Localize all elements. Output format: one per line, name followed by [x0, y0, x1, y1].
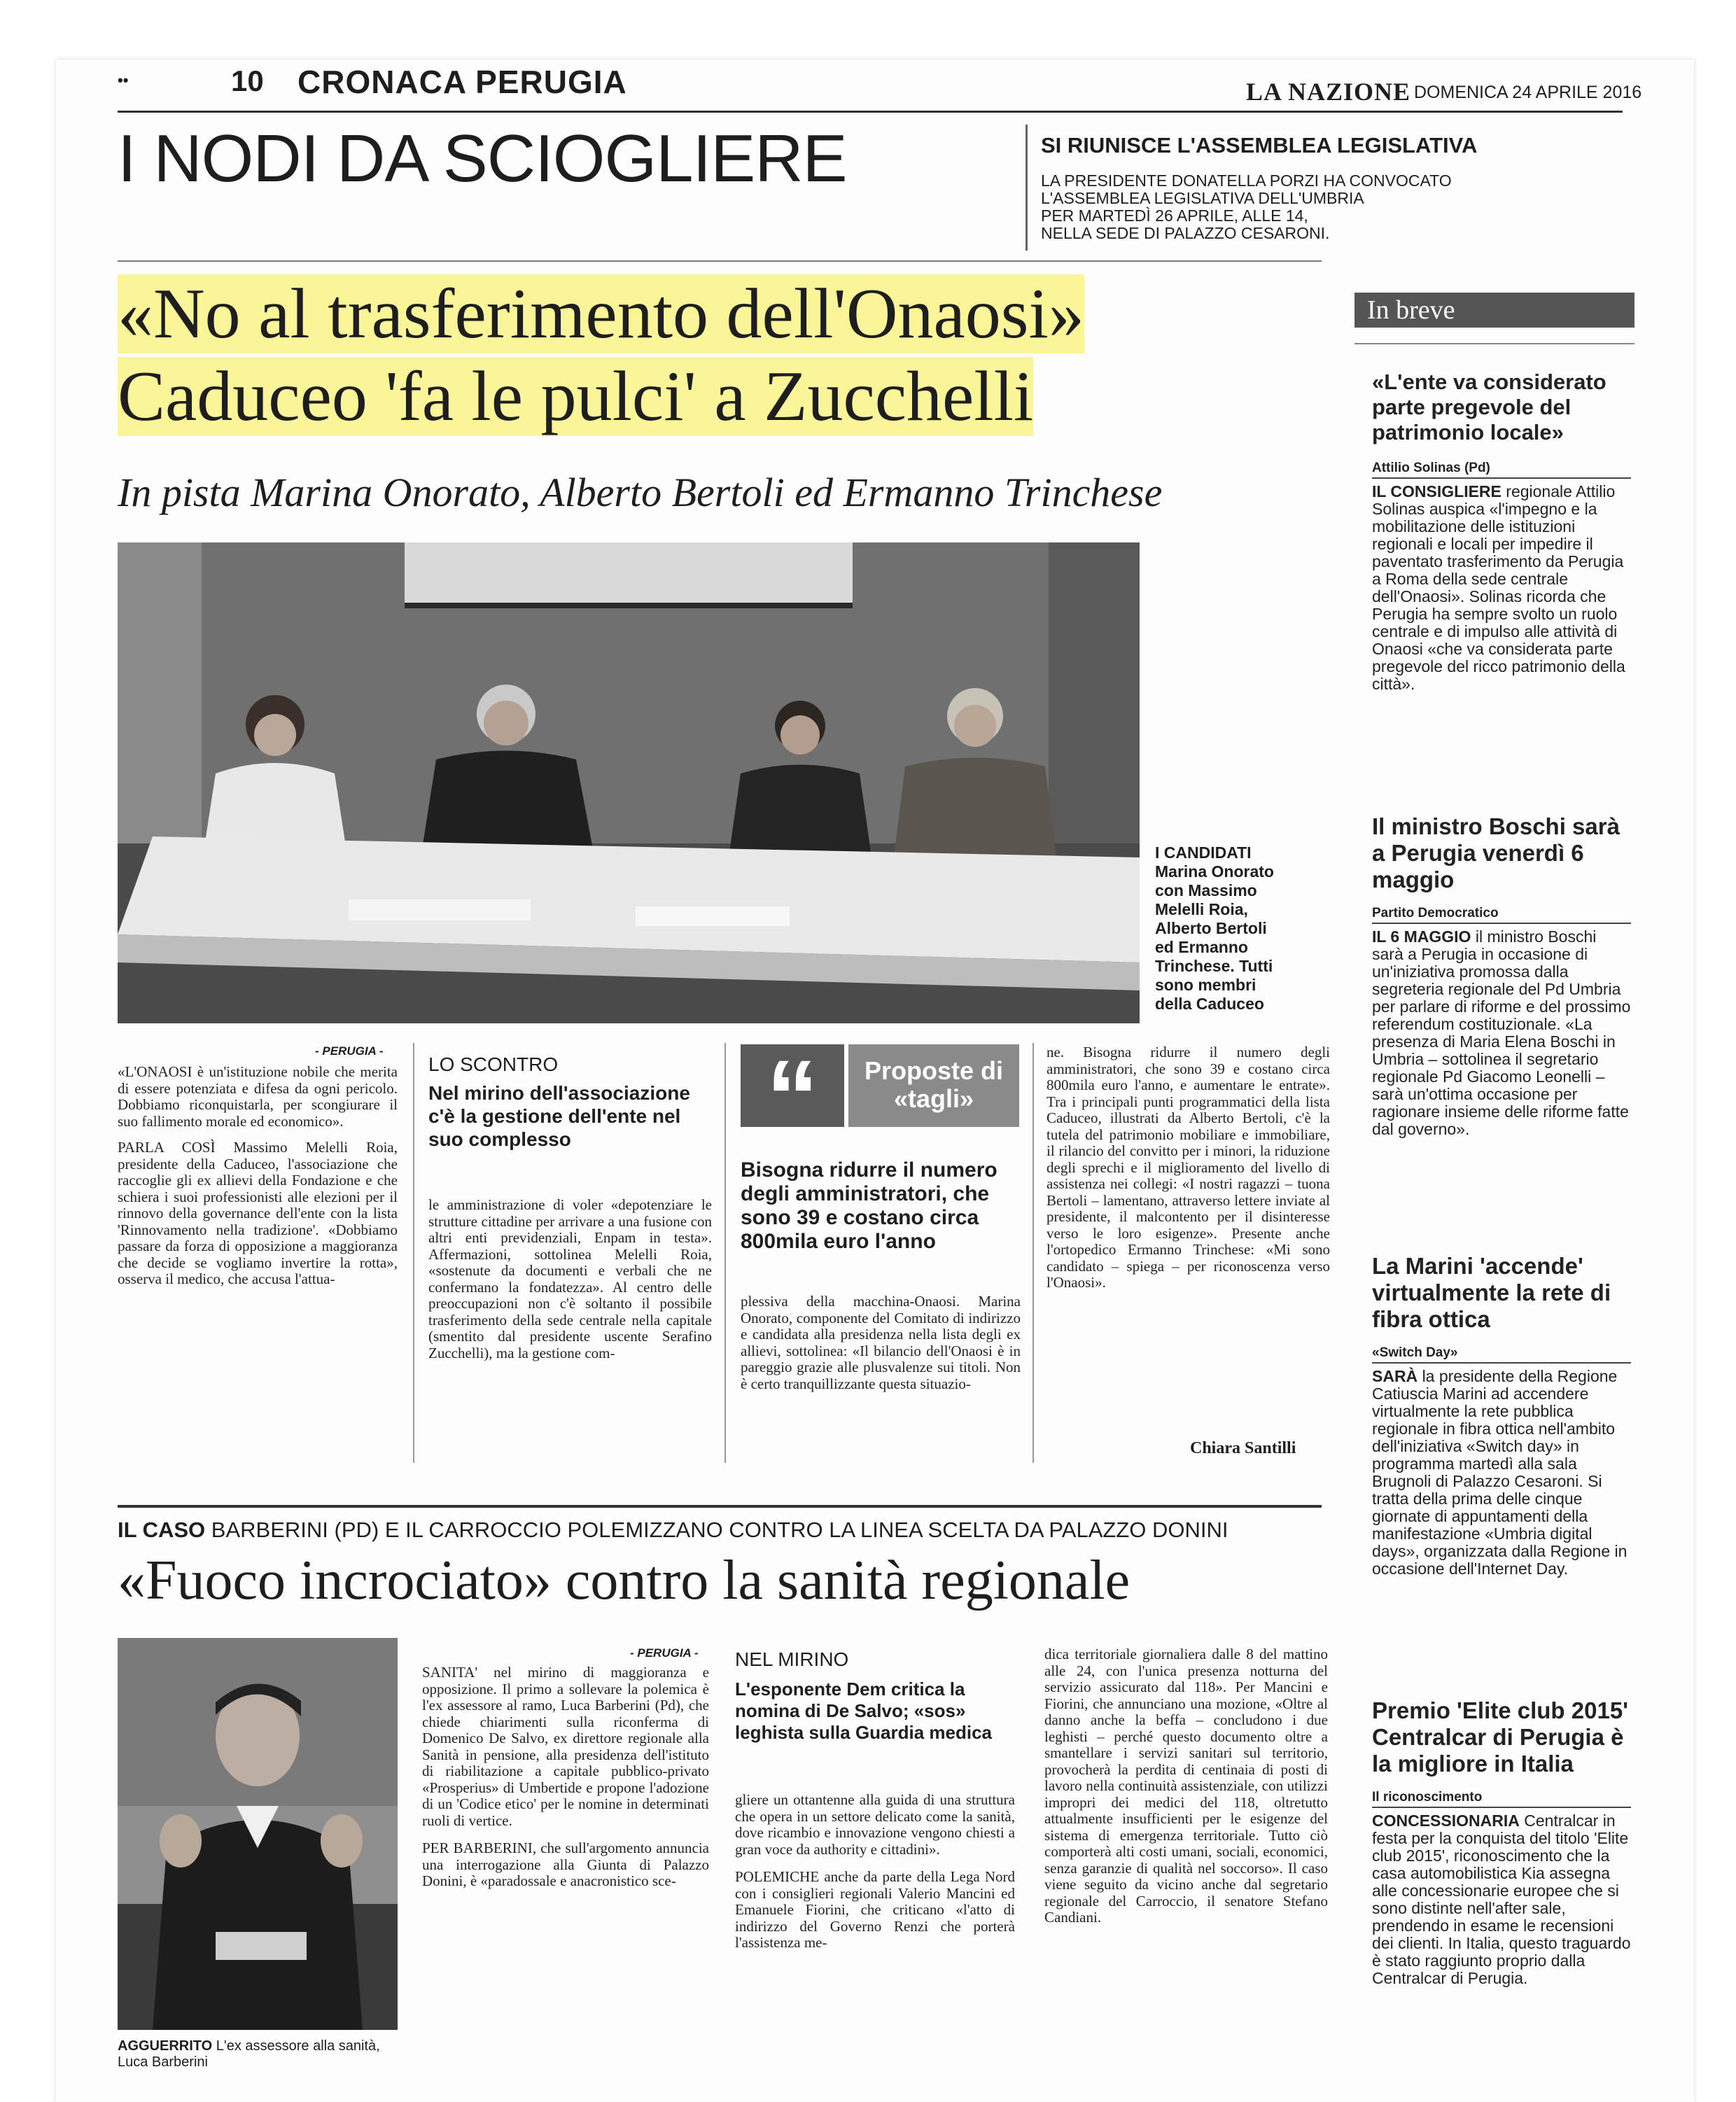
quote-icon-box: [741, 1044, 844, 1127]
barberini-caption: [118, 2038, 412, 2071]
main-col-4: [1046, 1044, 1330, 1298]
main-col-1-p2: PARLA COSÌ Massimo Melelli Roia, presidente della Caduceo, l'associazione che raccoglie gli ex allievi della Fondazione e che schiera i suoi professionisti alle elezioni per il rinnovo della governance dell'ente con la lista 'Rinnovamento nella tradizione'. «Dobbiamo passare da forza di opposizione a maggioranza che decide se vogliamo invertire la rotta», osserva il medico, che accusa l'attua-: [118, 1139, 398, 1287]
brief-item-3: [1372, 1253, 1631, 1578]
second-col-1-p2: PER BARBERINI, che sull'argomento annuncia una interrogazione alla Giunta di Palazzo Donini, è «paradossale e anacronistico sce-: [422, 1840, 709, 1889]
sidebar-top-rule: [1354, 343, 1634, 344]
barberini-caption-text: L'ex assessore alla sanità, Luca Barberini: [118, 2038, 380, 2070]
second-col-2-p1: gliere un ottantenne alla guida di una struttura che opera in un settore delicato come la sanità, dove ricambio e innovazione vengono chiesti a gran voce da authority e cittadini».: [735, 1791, 1015, 1858]
caption-line: Marina Onorato: [1155, 862, 1274, 881]
barberini-photo-drawing: [118, 1638, 398, 2030]
brief-text: la presidente della Regione Catiuscia Marini ad accendere virtualmente la rete pubblica regionale in fibra ottica nell'ambito dell'iniziativa «Switch day» in programma martedì alla sala Brugnoli di Palazzo Cesaroni. Si tratta della prima delle cinque giornate di appuntamenti della manifestazione «Umbria digital days», organizzata dalla Regione in occasione dell'Internet Day.: [1372, 1367, 1628, 1578]
main-col-1: [118, 1064, 398, 1295]
second-col-2-p2: POLEMICHE anche da parte della Lega Nord con i consiglieri regionali Valerio Mancini ed Emanuele Fiorini, che criticano «l'atto di indirizzo del Governo Renzi che porterà l'assistenza me-: [735, 1868, 1015, 1951]
kicker-divider: [1026, 125, 1028, 251]
assembly-line: L'ASSEMBLEA LEGISLATIVA DELL'UMBRIA: [1041, 189, 1364, 207]
brief-text: regionale Attilio Solinas auspica «l'impegno e la mobilitazione delle istituzioni regionali e locali per impedire il paventato trasferimento da Perugia a Roma della sede centrale dell'Onaosi». Solinas ricorda che Perugia ha sempre svolto un ruolo centrale e di impulso alle attività di Onaosi «che va considerata parte pregevole del ricco patrimonio della città».: [1372, 482, 1625, 693]
section-title: CRONACA PERUGIA: [298, 64, 627, 100]
barberini-caption-bold: AGGUERRITO: [118, 2038, 213, 2054]
main-col-1-p1: «L'ONAOSI è un'istituzione nobile che merita di essere potenziata e difesa da ogni pericolo. Dobbiamo riconquistarla, per scongiurare il suo fallimento morale ed economico».: [118, 1063, 398, 1130]
second-kicker: [118, 1518, 1228, 1543]
col-divider: [1032, 1043, 1034, 1463]
pull-quote: Bisogna ridurre il numero degli amministratori, che sono 39 e costano circa 800mila euro l'anno: [741, 1158, 997, 1253]
brief-headline: La Marini 'accende' virtualmente la rete di fibra ottica: [1372, 1253, 1611, 1332]
main-headline-2-text: Caduceo 'fa le pulci' a Zucchelli: [118, 357, 1034, 436]
brief-body: [1372, 1812, 1631, 1987]
col-divider: [413, 1043, 414, 1463]
brief-body: [1372, 483, 1631, 693]
brief-headline: Premio 'Elite club 2015' Centralcar di Perugia è la migliore in Italia: [1372, 1697, 1629, 1777]
brief-tag: «Switch Day»: [1372, 1345, 1631, 1364]
main-headline-2: [118, 357, 1033, 437]
brief-tag: Il riconoscimento: [1372, 1790, 1631, 1808]
assembly-line: NELLA SEDE DI PALAZZO CESARONI.: [1041, 224, 1330, 242]
header-dots: ••: [118, 71, 129, 89]
mirino-box-text: L'esponente Dem critica la nomina di De Salvo; «sos» leghista sulla Guardia medica: [735, 1679, 993, 1743]
second-col-1: [422, 1665, 709, 1897]
main-col-3-text: plessiva della macchina-Onaosi. Marina Onorato, componente del Comitato di indirizzo e candidata alla presidenza nella lista degli ex allievi, sottolinea: «Il bilancio dell'Onaosi è in pareggio grazie alle plusvalenze sui titoli. Non è certo tranquillizzante questa situazio-: [741, 1293, 1021, 1392]
brief-tag: Partito Democratico: [1372, 906, 1631, 924]
assembly-line: LA PRESIDENTE DONATELLA PORZI HA CONVOCATO: [1041, 171, 1452, 190]
second-kicker-text: BARBERINI (PD) E IL CARROCCIO POLEMIZZANO CONTRO LA LINEA SCELTA DA PALAZZO DONINI: [211, 1518, 1228, 1542]
main-col-4-text: ne. Bisogna ridurre il numero degli amministratori, che sono 39 e costano circa 800mila euro l'anno, e aumentare le entrate». Tra i principali punti programmatici della lista Caduceo, illustrati da Alberto Bertoli, c'è la tutela del patrimonio mobiliare e immobiliare, il rilancio del convitto per i minori, la riduzione degli sprechi e il miglioramento del livello di assistenza nei collegi: «I nostri ragazzi – tuona Bertoli – lamentano, attraverso lettere inviate al presidente, il malcontento per il disinteresse verso le loro esigenze». Presente anche l'ortopedico Ermanno Trinchese: «Mi sono candidato – spiega – per riconoscenza verso l'Onaosi».: [1046, 1044, 1330, 1291]
main-subhead: In pista Marina Onorato, Alberto Bertoli ed Ermanno Trinchese: [118, 470, 1163, 515]
brief-tag: Attilio Solinas (Pd): [1372, 461, 1631, 479]
second-headline: «Fuoco incrociato» contro la sanità regionale: [118, 1550, 1130, 1611]
col-divider: [724, 1043, 726, 1463]
quote-icon: “: [766, 1044, 819, 1127]
sidebar-header: [1354, 293, 1634, 328]
caption-line: con Massimo: [1155, 881, 1257, 899]
second-col-3-text: dica territoriale giornaliera dalle 8 del mattino alle 24, con l'unica presenza notturna del servizio assicurato dal 118». Per Mancini e Fiorini, che annunciano una mozione, «Oltre al danno anche la beffa – concludono i due leghisti – perché questo documento oltre a smantellare i servizi sanitari sul territorio, provocherà la perdita di centinaia di posti di lavoro nella continuità assistenziale, con utilizzi impropri dei medici del 118, oltretutto attualmente insufficienti per le esigenze del sistema di emergenza territoriale. Tutto ciò comporterà alti costi umani, sociali, economici, senza garanzie di qualità nel soccorso». Il caso viene seguito da vicino anche dal segretario regionale del Carroccio, il senatore Stefano Candiani.: [1044, 1646, 1328, 1926]
brief-lead: SARÀ: [1372, 1367, 1418, 1385]
caption-line: sono membri: [1155, 976, 1256, 994]
brief-item-1: [1372, 370, 1631, 693]
brief-item-2: [1372, 813, 1631, 1138]
brief-body: [1372, 928, 1631, 1138]
main-col-2: [428, 1197, 712, 1368]
brief-text: il ministro Boschi sarà a Perugia in occasione di un'iniziativa promossa dalla segreteria regionale del Pd Umbria per parlare di riforme e del prossimo referendum costituzionale. «La presenza di Maria Elena Boschi in Umbria – sottolinea il segretario regionale Pd Giacomo Leonelli – sarà un'ottima occasione per ragionare insieme delle riforme fatte dal governo».: [1372, 927, 1631, 1138]
brief-headline: Il ministro Boschi sarà a Perugia venerdì 6 maggio: [1372, 813, 1620, 892]
main-byline: Chiara Santilli: [1190, 1439, 1296, 1457]
brief-lead: IL CONSIGLIERE: [1372, 482, 1502, 500]
brief-lead: IL 6 MAGGIO: [1372, 927, 1471, 946]
brief-item-4: [1372, 1697, 1631, 1987]
second-col-1-p1: SANITA' nel mirino di maggioranza e opposizione. Il primo a sollevare la polemica è l'ex assessore al ramo, Luca Barberini (Pd), che chiede chiarimenti sulla riconferma di Domenico De Salvo, ex direttore regionale alla Sanità in pensione, alla presidenza dell'istituto di riabilitazione a capitale pubblico-privato «Prosperius» di Umbertide e propone l'adozione di un 'Codice etico' per le nomine in determinati ruoli di vertice.: [422, 1664, 709, 1829]
main-col-3: [741, 1294, 1021, 1399]
brief-text: Centralcar in festa per la conquista del titolo 'Elite club 2015', riconoscimento che la casa automobilistica Kia assegna alle concessionarie europee che si sono distinte nell'after sale, prendendo in esame le recensioni dei clienti. In Italia, questo traguardo è stato raggiunto proprio dalla Centralcar di Perugia.: [1372, 1812, 1631, 1987]
barberini-photo: [118, 1638, 398, 2030]
brief-body: [1372, 1368, 1631, 1578]
photo-caption-title: I CANDIDATI: [1155, 843, 1252, 862]
caption-line: Alberto Bertoli: [1155, 919, 1267, 937]
main-headline-1-text: «No al trasferimento dell'Onaosi»: [118, 274, 1084, 353]
quote-badge-label: Proposte di «tagli»: [864, 1056, 1004, 1113]
assembly-line: PER MARTEDÌ 26 APRILE, ALLE 14,: [1041, 206, 1308, 225]
caption-line: Trinchese. Tutti: [1155, 957, 1273, 975]
issue-date: DOMENICA 24 APRILE 2016: [1414, 83, 1642, 102]
header-rule: [118, 111, 1623, 113]
page-number: 10: [231, 64, 264, 97]
masthead: LA NAZIONE: [1246, 78, 1411, 106]
photo-caption: [1155, 843, 1274, 1014]
assembly-box-text: [1041, 172, 1452, 242]
second-col-3: [1044, 1646, 1328, 1933]
second-article-rule: [118, 1505, 1322, 1508]
second-col-2: [735, 1792, 1015, 1959]
second-kicker-bold: IL CASO: [118, 1518, 206, 1542]
candidates-photo: [118, 542, 1140, 1023]
caption-line: della Caduceo: [1155, 995, 1264, 1013]
candidates-photo-drawing: [118, 542, 1140, 1023]
quote-badge: [848, 1044, 1019, 1127]
caption-line: ed Ermanno: [1155, 938, 1248, 956]
scontro-box-text: Nel mirino dell'associazione c'è la gestione dell'ente nel suo complesso: [428, 1082, 690, 1150]
scontro-box-kicker: LO SCONTRO: [428, 1053, 559, 1075]
main-col-2-text: le amministrazione di voler «depotenziare le strutture cittadine per arrivare a una fusione con altri enti previdenziali, Enpam in testa». Affermazioni, sottolinea Melelli Roia, «sostenute da documenti e verbali che ne confermano la fondatezza». Al centro delle preoccupazioni non c'è soltanto il possibile trasferimento della sede centrale nella capitale (smentito dal presidente uscente Serafino Zucchelli), ma la gestione com-: [428, 1196, 712, 1361]
caption-line: Melelli Roia,: [1155, 900, 1248, 918]
sidebar-title: In breve: [1367, 295, 1455, 325]
section-kicker-title: I NODI DA SCIOGLIERE: [118, 121, 847, 196]
mirino-box-kicker: NEL MIRINO: [735, 1648, 849, 1670]
brief-headline: «L'ente va considerato parte pregevole del patrimonio locale»: [1372, 370, 1606, 444]
second-dateline: - PERUGIA -: [630, 1646, 699, 1660]
main-dateline: - PERUGIA -: [315, 1044, 384, 1058]
main-headline-1: [118, 274, 1084, 354]
assembly-box-title: SI RIUNISCE L'ASSEMBLEA LEGISLATIVA: [1041, 133, 1478, 157]
brief-lead: CONCESSIONARIA: [1372, 1812, 1520, 1830]
kicker-rule: [118, 260, 1322, 262]
